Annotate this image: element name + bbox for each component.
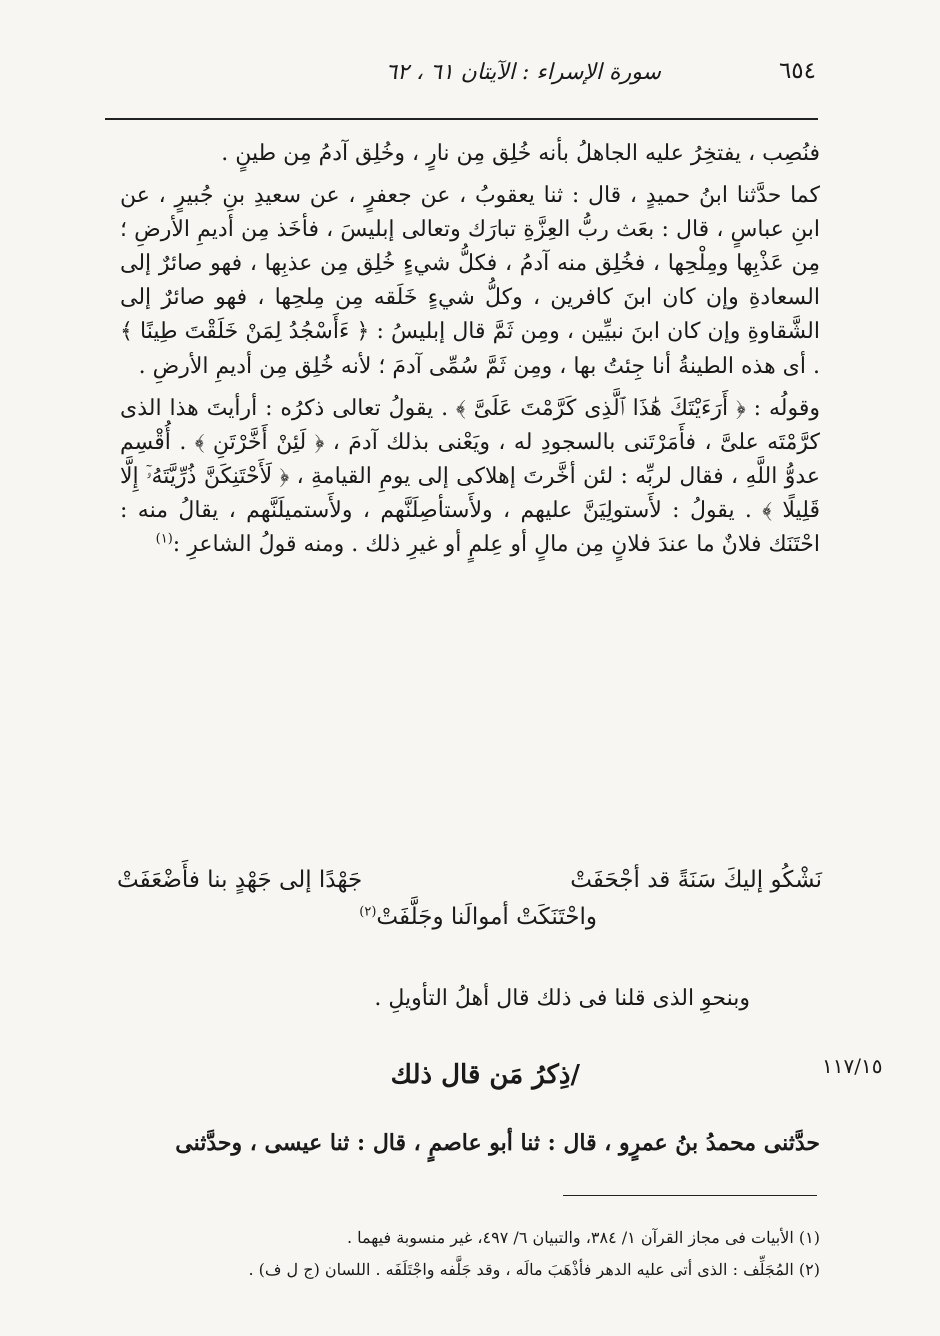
- poem-hemistich-left: جَهْدًا إلى جَهْدٍ بنا فأَضْعَفَتْ: [117, 867, 363, 893]
- footnote-1: (١) الأبيات فى مجاز القرآن ١/ ٣٨٤، والتبيان ٦/ ٤٩٧، غير منسوبة فيهما .: [346, 1228, 820, 1247]
- paragraph-3-text: وقولُه : ﴿ أَرَءَيْتَكَ هَٰذَا ٱلَّذِى كَرَّمْتَ عَلَىَّ ﴾ . يقولُ تعالى ذكرُه : أرأيتَ هذا الذى كرَّمْتَه علىَّ ، فأَمَرْتَنى بالسجودِ له ، ويَعْنى بذلك آدمَ ، ﴿ لَئِنْ أَخَّرْتَنِ ﴾ . أُقْسِم عدوُّ اللَّهِ ، فقال لربِّه : لئن أخَّرتَ إهلاكى إلى يومِ القيامةِ ، ﴿ لَأَحْتَنِكَنَّ ذُرِّيَّتَهُۥٓ إِلَّا قَلِيلًا ﴾ . يقولُ : لأَستولِيَنَّ عليهم ، ولأَستأصِلَنَّهم ، ولأَستميلَنَّهم ، يقالُ منه : احْتَنَك فلانٌ ما عندَ فلانٍ مِن مالٍ أو عِلمٍ أو غيرِ ذلك . ومنه قولُ الشاعرِ :: [120, 395, 820, 558]
- narration-line: [120, 1130, 820, 1156]
- margin-reference: ١١٧/١٥: [822, 1054, 883, 1078]
- body-text: [120, 137, 820, 570]
- poem-line-1: [117, 862, 822, 899]
- poem-second-line: واحْتَنَكَتْ أموالَنا وجَلَّفَتْ: [376, 903, 597, 930]
- section-heading: /ذِكرُ مَن قال ذلك: [390, 1060, 580, 1090]
- poem-block: [117, 862, 822, 936]
- footnotes: [120, 1222, 820, 1286]
- footnote-marker-2: (٢): [359, 904, 377, 920]
- footnote-2: (٢) المُجَلِّف : الذى أتى عليه الدهر فأذْهَبَ مالَه ، وقد جَلَّفه واجْتَلَفَه . اللسان (ج ل ف) .: [248, 1260, 820, 1279]
- running-title: سورة الإسراء : الآيتان ٦١ ، ٦٢: [385, 60, 661, 85]
- footnote-rule: [563, 1195, 817, 1196]
- page-header: [105, 58, 816, 104]
- header-rule: [105, 118, 818, 120]
- footnote-marker-1: (١): [155, 531, 173, 547]
- poem-line-2: [117, 899, 822, 936]
- poem-hemistich-right: نَشْكُو إليكَ سَنَةً قد أجْحَفَتْ: [570, 867, 822, 893]
- paragraph-2: كما حدَّثنا ابنُ حميدٍ ، قال : ثنا يعقوبُ ، عن جعفرٍ ، عن سعيدِ بنِ جُبيرٍ ، عن ابنِ عباسٍ ، قال : بعَث ربُّ العِزَّةِ تبارَك وتعالى إبليسَ ، فأخَذ مِن أديمِ الأرضِ ؛ مِن عَذْبِها ومِلْحِها ، فخُلِق منه آدمُ ، فكلُّ شيءٍ خُلِق مِن عذبِها ، فهو صائرٌ إلى السعادةِ وإن كان ابنَ كافرين ، وكلُّ شيءٍ خَلَقه مِن مِلحِها ، فهو صائرٌ إلى الشَّقاوةِ وإن كان ابنَ نبيِّين ، ومِن ثَمَّ قال إبليسُ : ﴿ ءَأَسْجُدُ لِمَنْ خَلَقْتَ طِينًا ﴾ . أى هذه الطينةُ أنا جِئتُ بها ، ومِن ثَمَّ سُمِّى آدمَ ؛ لأنه خُلِق مِن أديمِ الأرضِ .: [120, 183, 820, 379]
- paragraph-1: فنُصِب ، يفتخِرُ عليه الجاهلُ بأنه خُلِق مِن نارٍ ، وخُلِق آدمُ مِن طينٍ .: [221, 141, 820, 166]
- closing-line: وبنحوِ الذى قلنا فى ذلك قال أهلُ التأويلِ .: [374, 986, 750, 1011]
- paragraph-3: [120, 392, 820, 562]
- narration-text: حدَّثنى محمدُ بنُ عمرٍو ، قال : ثنا أبو عاصمٍ ، قال : ثنا عيسى ، وحدَّثنى: [175, 1130, 820, 1156]
- page-number: ٦٥٤: [778, 58, 816, 84]
